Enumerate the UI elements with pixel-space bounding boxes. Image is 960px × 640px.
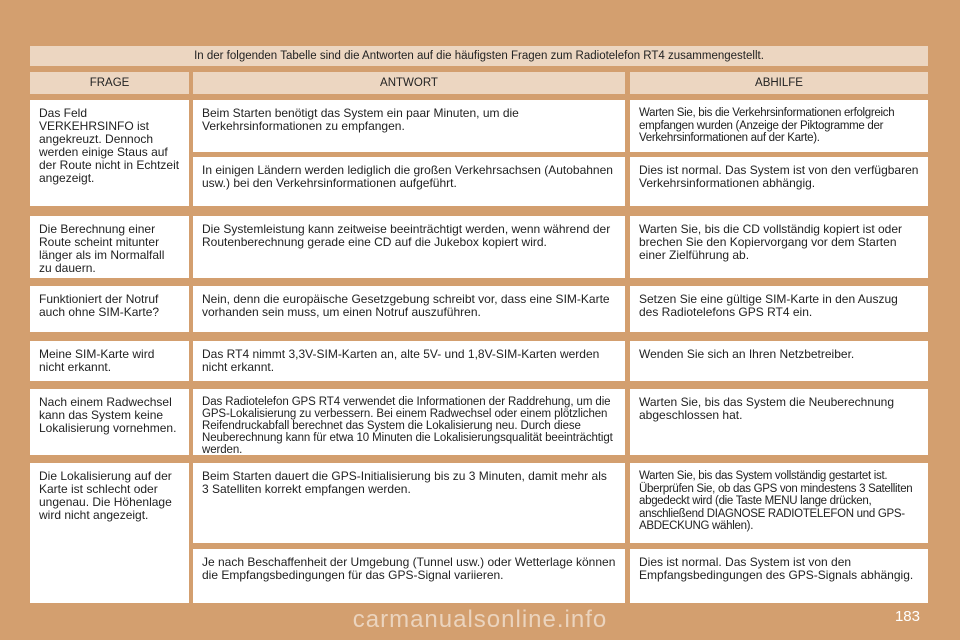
abhilfe-cell: Wenden Sie sich an Ihren Netzbetreiber. (630, 341, 928, 381)
frage-cell: Funktioniert der Notruf auch ohne SIM-Karte? (30, 286, 189, 332)
frage-cell: Meine SIM-Karte wird nicht erkannt. (30, 341, 189, 381)
antwort-cell: In einigen Ländern werden lediglich die großen Verkehrsachsen (Autobahnen usw.) bei den Verkehrsinformationen aufgeführt. (193, 157, 625, 206)
intro-banner: In der folgenden Tabelle sind die Antworten auf die häufigsten Fragen zum Radiotelefon RT4 zusammengestellt. (30, 46, 928, 66)
antwort-cell: Je nach Beschaffenheit der Umgebung (Tunnel usw.) oder Wetterlage können die Empfangsbedingungen für das GPS-Signal variieren. (193, 549, 625, 603)
antwort-cell: Beim Starten dauert die GPS-Initialisierung bis zu 3 Minuten, damit mehr als 3 Satelliten korrekt empfangen werden. (193, 463, 625, 543)
abhilfe-cell: Setzen Sie eine gültige SIM-Karte in den Auszug des Radiotelefons GPS RT4 ein. (630, 286, 928, 332)
header-abhilfe: ABHILFE (630, 72, 928, 94)
header-antwort: ANTWORT (193, 72, 625, 94)
antwort-cell: Das RT4 nimmt 3,3V-SIM-Karten an, alte 5V- und 1,8V-SIM-Karten werden nicht erkannt. (193, 341, 625, 381)
abhilfe-cell: Warten Sie, bis die Verkehrsinformationen erfolgreich empfangen wurden (Anzeige der Piktogramme der Verkehrsinformationen auf der Karte). (630, 100, 928, 152)
frage-cell: Nach einem Radwechsel kann das System keine Lokalisierung vornehmen. (30, 389, 189, 455)
header-frage: FRAGE (30, 72, 189, 94)
antwort-cell: Nein, denn die europäische Gesetzgebung schreibt vor, dass eine SIM-Karte vorhanden sein muss, um einen Notruf auszuführen. (193, 286, 625, 332)
watermark: carmanualsonline.info (352, 606, 608, 633)
abhilfe-cell: Warten Sie, bis das System die Neuberechnung abgeschlossen hat. (630, 389, 928, 455)
abhilfe-cell: Dies ist normal. Das System ist von den verfügbaren Verkehrsinformationen abhängig. (630, 157, 928, 206)
antwort-cell: Beim Starten benötigt das System ein paar Minuten, um die Verkehrsinformationen zu empfangen. (193, 100, 625, 152)
abhilfe-cell: Warten Sie, bis das System vollständig gestartet ist. Überprüfen Sie, ob das GPS von mindestens 3 Satelliten abgedeckt wird (die Taste MENU lange drücken, anschließend DIAGNOSE RADIOTELEFON und GPS-ABDECKUNG wählen). (630, 463, 928, 543)
frage-cell: Die Berechnung einer Route scheint mitunter länger als im Normalfall zu dauern. (30, 216, 189, 278)
frage-cell: Die Lokalisierung auf der Karte ist schlecht oder ungenau. Die Höhenlage wird nicht angezeigt. (30, 463, 189, 603)
frage-cell: Das Feld VERKEHRSINFO ist angekreuzt. Dennoch werden einige Staus auf der Route nicht in Echtzeit angezeigt. (30, 100, 189, 206)
abhilfe-cell: Dies ist normal. Das System ist von den Empfangsbedingungen des GPS-Signals abhängig. (630, 549, 928, 603)
antwort-cell: Das Radiotelefon GPS RT4 verwendet die Informationen der Raddrehung, um die GPS-Lokalisierung zu verbessern. Bei einem Radwechsel oder einem plötzlichen Reifendruckabfall berechnet das System die Lokalisierung neu. Durch diese Neuberechnung kann für etwa 10 Minuten die Lokalisierungsqualität beeinträchtigt werden. (193, 389, 625, 455)
abhilfe-cell: Warten Sie, bis die CD vollständig kopiert ist oder brechen Sie den Kopiervorgang vor dem Starten einer Zielführung ab. (630, 216, 928, 278)
page-number: 183 (894, 608, 920, 625)
antwort-cell: Die Systemleistung kann zeitweise beeinträchtigt werden, wenn während der Routenberechnung gerade eine CD auf die Jukebox kopiert wird. (193, 216, 625, 278)
